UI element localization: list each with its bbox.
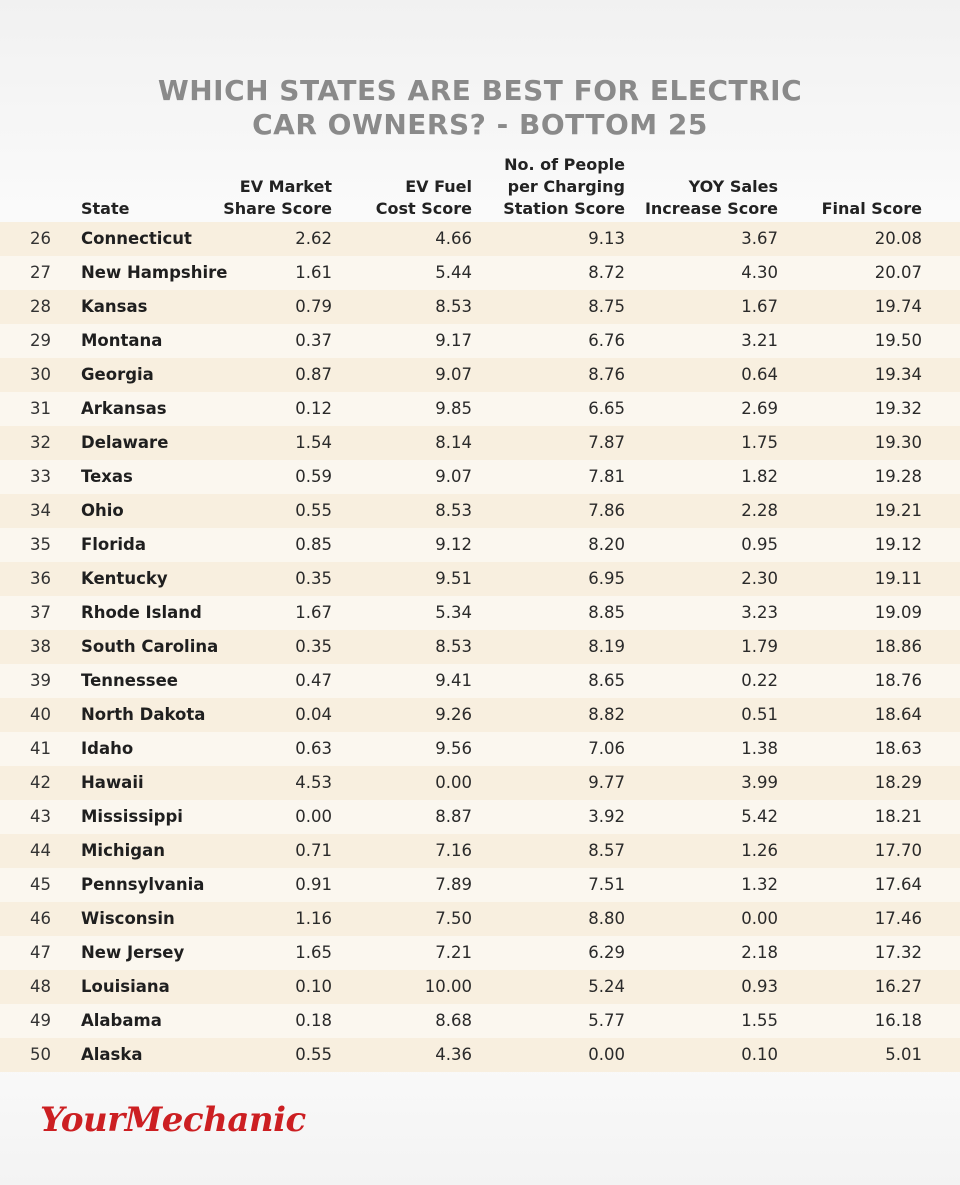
row-ev-fuel-cost: 9.51 [435, 569, 472, 588]
row-yoy-sales: 1.55 [741, 1011, 778, 1030]
row-charging-station: 6.29 [588, 943, 625, 962]
row-final-score: 18.29 [874, 773, 922, 792]
table-row [0, 698, 960, 732]
row-state: Kentucky [81, 569, 168, 588]
row-charging-station: 7.87 [588, 433, 625, 452]
row-charging-station: 8.85 [588, 603, 625, 622]
row-rank: 26 [30, 229, 51, 248]
row-final-score: 16.27 [874, 977, 922, 996]
header-yoy-sales [645, 176, 778, 220]
row-ev-market-share: 0.35 [295, 637, 332, 656]
table-row [0, 256, 960, 290]
row-final-score: 17.46 [874, 909, 922, 928]
row-charging-station: 7.86 [588, 501, 625, 520]
row-state: Arkansas [81, 399, 167, 418]
row-ev-fuel-cost: 8.87 [435, 807, 472, 826]
row-final-score: 17.64 [874, 875, 922, 894]
row-charging-station: 8.65 [588, 671, 625, 690]
table-row [0, 800, 960, 834]
table-row [0, 290, 960, 324]
row-ev-fuel-cost: 9.26 [435, 705, 472, 724]
row-ev-market-share: 1.54 [295, 433, 332, 452]
header-line: No. of People [504, 155, 625, 174]
row-rank: 32 [30, 433, 51, 452]
row-final-score: 18.76 [874, 671, 922, 690]
table-row [0, 596, 960, 630]
row-state: Ohio [81, 501, 124, 520]
row-rank: 45 [30, 875, 51, 894]
row-final-score: 19.21 [874, 501, 922, 520]
table-row [0, 732, 960, 766]
table-row [0, 766, 960, 800]
row-ev-market-share: 1.67 [295, 603, 332, 622]
table-row [0, 460, 960, 494]
row-rank: 29 [30, 331, 51, 350]
row-rank: 46 [30, 909, 51, 928]
row-ev-fuel-cost: 9.12 [435, 535, 472, 554]
row-ev-market-share: 0.18 [295, 1011, 332, 1030]
row-charging-station: 8.75 [588, 297, 625, 316]
row-state: New Jersey [81, 943, 185, 962]
row-rank: 27 [30, 263, 51, 282]
row-state: Florida [81, 535, 147, 554]
row-final-score: 16.18 [874, 1011, 922, 1030]
row-ev-market-share: 0.37 [295, 331, 332, 350]
row-charging-station: 6.65 [588, 399, 625, 418]
header-line: Cost Score [375, 199, 472, 218]
row-yoy-sales: 1.67 [741, 297, 778, 316]
row-ev-market-share: 0.10 [295, 977, 332, 996]
table-row [0, 1038, 960, 1072]
table-row [0, 222, 960, 256]
table-row [0, 936, 960, 970]
row-charging-station: 9.13 [588, 229, 625, 248]
row-charging-station: 6.95 [588, 569, 625, 588]
row-ev-fuel-cost: 9.17 [435, 331, 472, 350]
yourmechanic-logo: YourMechanic [40, 1100, 306, 1140]
row-ev-market-share: 0.79 [295, 297, 332, 316]
row-ev-fuel-cost: 5.34 [435, 603, 472, 622]
row-ev-market-share: 0.91 [295, 875, 332, 894]
row-yoy-sales: 2.69 [741, 399, 778, 418]
table-row [0, 324, 960, 358]
row-ev-fuel-cost: 8.14 [435, 433, 472, 452]
row-charging-station: 5.24 [588, 977, 625, 996]
row-final-score: 19.34 [874, 365, 922, 384]
row-charging-station: 7.06 [588, 739, 625, 758]
row-ev-market-share: 0.47 [295, 671, 332, 690]
row-ev-market-share: 0.71 [295, 841, 332, 860]
row-charging-station: 8.80 [588, 909, 625, 928]
row-ev-market-share: 0.55 [295, 501, 332, 520]
row-ev-fuel-cost: 8.68 [435, 1011, 472, 1030]
row-charging-station: 3.92 [588, 807, 625, 826]
row-ev-market-share: 0.04 [295, 705, 332, 724]
row-yoy-sales: 1.79 [741, 637, 778, 656]
row-yoy-sales: 2.28 [741, 501, 778, 520]
row-final-score: 18.86 [874, 637, 922, 656]
table-row [0, 902, 960, 936]
row-yoy-sales: 0.00 [741, 909, 778, 928]
row-yoy-sales: 3.23 [741, 603, 778, 622]
row-final-score: 17.70 [874, 841, 922, 860]
row-ev-market-share: 1.16 [295, 909, 332, 928]
table-row [0, 630, 960, 664]
row-ev-fuel-cost: 8.53 [435, 297, 472, 316]
header-line: Increase Score [644, 199, 778, 218]
table-header [0, 150, 960, 222]
row-state: Connecticut [81, 229, 192, 248]
header-ev-fuel-cost [376, 176, 472, 220]
row-ev-fuel-cost: 7.50 [435, 909, 472, 928]
row-yoy-sales: 5.42 [741, 807, 778, 826]
row-rank: 37 [30, 603, 51, 622]
row-yoy-sales: 1.32 [741, 875, 778, 894]
table-row [0, 494, 960, 528]
row-state: Tennessee [81, 671, 178, 690]
row-ev-market-share: 0.55 [295, 1045, 332, 1064]
row-rank: 44 [30, 841, 51, 860]
row-charging-station: 5.77 [588, 1011, 625, 1030]
row-rank: 49 [30, 1011, 51, 1030]
row-state: Delaware [81, 433, 169, 452]
row-yoy-sales: 2.18 [741, 943, 778, 962]
row-rank: 30 [30, 365, 51, 384]
row-yoy-sales: 4.30 [741, 263, 778, 282]
row-ev-market-share: 2.62 [295, 229, 332, 248]
row-state: Hawaii [81, 773, 144, 792]
row-rank: 38 [30, 637, 51, 656]
row-ev-market-share: 4.53 [295, 773, 332, 792]
row-state: Georgia [81, 365, 154, 384]
row-state: Alabama [81, 1011, 162, 1030]
row-ev-market-share: 1.61 [295, 263, 332, 282]
row-charging-station: 8.82 [588, 705, 625, 724]
row-ev-fuel-cost: 7.21 [435, 943, 472, 962]
row-charging-station: 8.20 [588, 535, 625, 554]
row-charging-station: 7.81 [588, 467, 625, 486]
row-final-score: 19.30 [874, 433, 922, 452]
row-yoy-sales: 0.64 [741, 365, 778, 384]
row-rank: 48 [30, 977, 51, 996]
row-final-score: 18.63 [874, 739, 922, 758]
table-row [0, 358, 960, 392]
table-body [0, 222, 960, 1072]
row-state: South Carolina [81, 637, 219, 656]
row-ev-market-share: 0.85 [295, 535, 332, 554]
row-state: Louisiana [81, 977, 170, 996]
header-final-score: Final Score [821, 199, 922, 218]
row-charging-station: 7.51 [588, 875, 625, 894]
row-final-score: 19.12 [874, 535, 922, 554]
row-rank: 47 [30, 943, 51, 962]
row-state: Michigan [81, 841, 165, 860]
row-final-score: 19.28 [874, 467, 922, 486]
table-row [0, 1004, 960, 1038]
row-ev-market-share: 0.12 [295, 399, 332, 418]
row-charging-station: 8.72 [588, 263, 625, 282]
row-ev-fuel-cost: 8.53 [435, 501, 472, 520]
header-line: EV Fuel [405, 177, 472, 196]
header-charging-station [503, 154, 625, 220]
row-yoy-sales: 0.95 [741, 535, 778, 554]
row-rank: 33 [30, 467, 51, 486]
row-rank: 50 [30, 1045, 51, 1064]
row-final-score: 19.32 [874, 399, 922, 418]
row-final-score: 17.32 [874, 943, 922, 962]
title-line-1: WHICH STATES ARE BEST FOR ELECTRIC [157, 74, 803, 107]
row-final-score: 20.08 [874, 229, 922, 248]
row-ev-fuel-cost: 8.53 [435, 637, 472, 656]
table-row [0, 392, 960, 426]
row-ev-fuel-cost: 9.07 [435, 365, 472, 384]
row-final-score: 19.74 [874, 297, 922, 316]
row-yoy-sales: 0.22 [741, 671, 778, 690]
table-row [0, 834, 960, 868]
row-yoy-sales: 1.75 [741, 433, 778, 452]
table-row [0, 868, 960, 902]
row-state: New Hampshire [81, 263, 228, 282]
table-row [0, 664, 960, 698]
row-ev-fuel-cost: 9.85 [435, 399, 472, 418]
row-state: North Dakota [81, 705, 206, 724]
row-rank: 28 [30, 297, 51, 316]
chart-title [0, 74, 960, 142]
row-rank: 40 [30, 705, 51, 724]
row-state: Wisconsin [81, 909, 175, 928]
row-ev-market-share: 0.00 [295, 807, 332, 826]
row-yoy-sales: 3.21 [741, 331, 778, 350]
row-ev-market-share: 0.63 [295, 739, 332, 758]
row-state: Alaska [81, 1045, 143, 1064]
row-charging-station: 0.00 [588, 1045, 625, 1064]
row-rank: 36 [30, 569, 51, 588]
row-state: Texas [81, 467, 133, 486]
row-yoy-sales: 3.99 [741, 773, 778, 792]
row-yoy-sales: 1.26 [741, 841, 778, 860]
row-rank: 34 [30, 501, 51, 520]
row-final-score: 5.01 [885, 1045, 922, 1064]
row-yoy-sales: 2.30 [741, 569, 778, 588]
row-ev-fuel-cost: 0.00 [435, 773, 472, 792]
header-line: per Charging [507, 177, 625, 196]
row-final-score: 18.21 [874, 807, 922, 826]
row-final-score: 19.50 [874, 331, 922, 350]
row-yoy-sales: 0.51 [741, 705, 778, 724]
row-yoy-sales: 0.93 [741, 977, 778, 996]
row-charging-station: 9.77 [588, 773, 625, 792]
header-line: EV Market [239, 177, 332, 196]
row-rank: 39 [30, 671, 51, 690]
row-final-score: 18.64 [874, 705, 922, 724]
row-rank: 43 [30, 807, 51, 826]
table-row [0, 562, 960, 596]
row-final-score: 19.09 [874, 603, 922, 622]
header-state: State [81, 199, 130, 218]
row-state: Pennsylvania [81, 875, 205, 894]
row-rank: 31 [30, 399, 51, 418]
row-yoy-sales: 1.38 [741, 739, 778, 758]
row-rank: 35 [30, 535, 51, 554]
header-line: YOY Sales [688, 177, 778, 196]
table-row [0, 426, 960, 460]
row-state: Kansas [81, 297, 148, 316]
row-ev-fuel-cost: 4.36 [435, 1045, 472, 1064]
row-ev-fuel-cost: 5.44 [435, 263, 472, 282]
row-rank: 42 [30, 773, 51, 792]
row-charging-station: 6.76 [588, 331, 625, 350]
row-charging-station: 8.57 [588, 841, 625, 860]
row-state: Idaho [81, 739, 134, 758]
row-ev-market-share: 1.65 [295, 943, 332, 962]
row-ev-market-share: 0.59 [295, 467, 332, 486]
row-yoy-sales: 0.10 [741, 1045, 778, 1064]
row-ev-fuel-cost: 10.00 [424, 977, 472, 996]
row-yoy-sales: 1.82 [741, 467, 778, 486]
row-ev-fuel-cost: 7.89 [435, 875, 472, 894]
table-row [0, 970, 960, 1004]
title-line-2: CAR OWNERS? - BOTTOM 25 [252, 108, 708, 141]
row-charging-station: 8.76 [588, 365, 625, 384]
row-state: Mississippi [81, 807, 183, 826]
row-ev-market-share: 0.87 [295, 365, 332, 384]
table-row [0, 528, 960, 562]
row-ev-fuel-cost: 9.41 [435, 671, 472, 690]
row-ev-fuel-cost: 4.66 [435, 229, 472, 248]
row-charging-station: 8.19 [588, 637, 625, 656]
row-ev-fuel-cost: 9.56 [435, 739, 472, 758]
header-line: Share Score [223, 199, 332, 218]
row-ev-fuel-cost: 7.16 [435, 841, 472, 860]
row-state: Rhode Island [81, 603, 202, 622]
row-final-score: 20.07 [874, 263, 922, 282]
row-state: Montana [81, 331, 163, 350]
header-line: Station Score [503, 199, 625, 218]
header-ev-market-share [223, 176, 332, 220]
row-ev-market-share: 0.35 [295, 569, 332, 588]
row-rank: 41 [30, 739, 51, 758]
row-ev-fuel-cost: 9.07 [435, 467, 472, 486]
row-yoy-sales: 3.67 [741, 229, 778, 248]
row-final-score: 19.11 [874, 569, 922, 588]
